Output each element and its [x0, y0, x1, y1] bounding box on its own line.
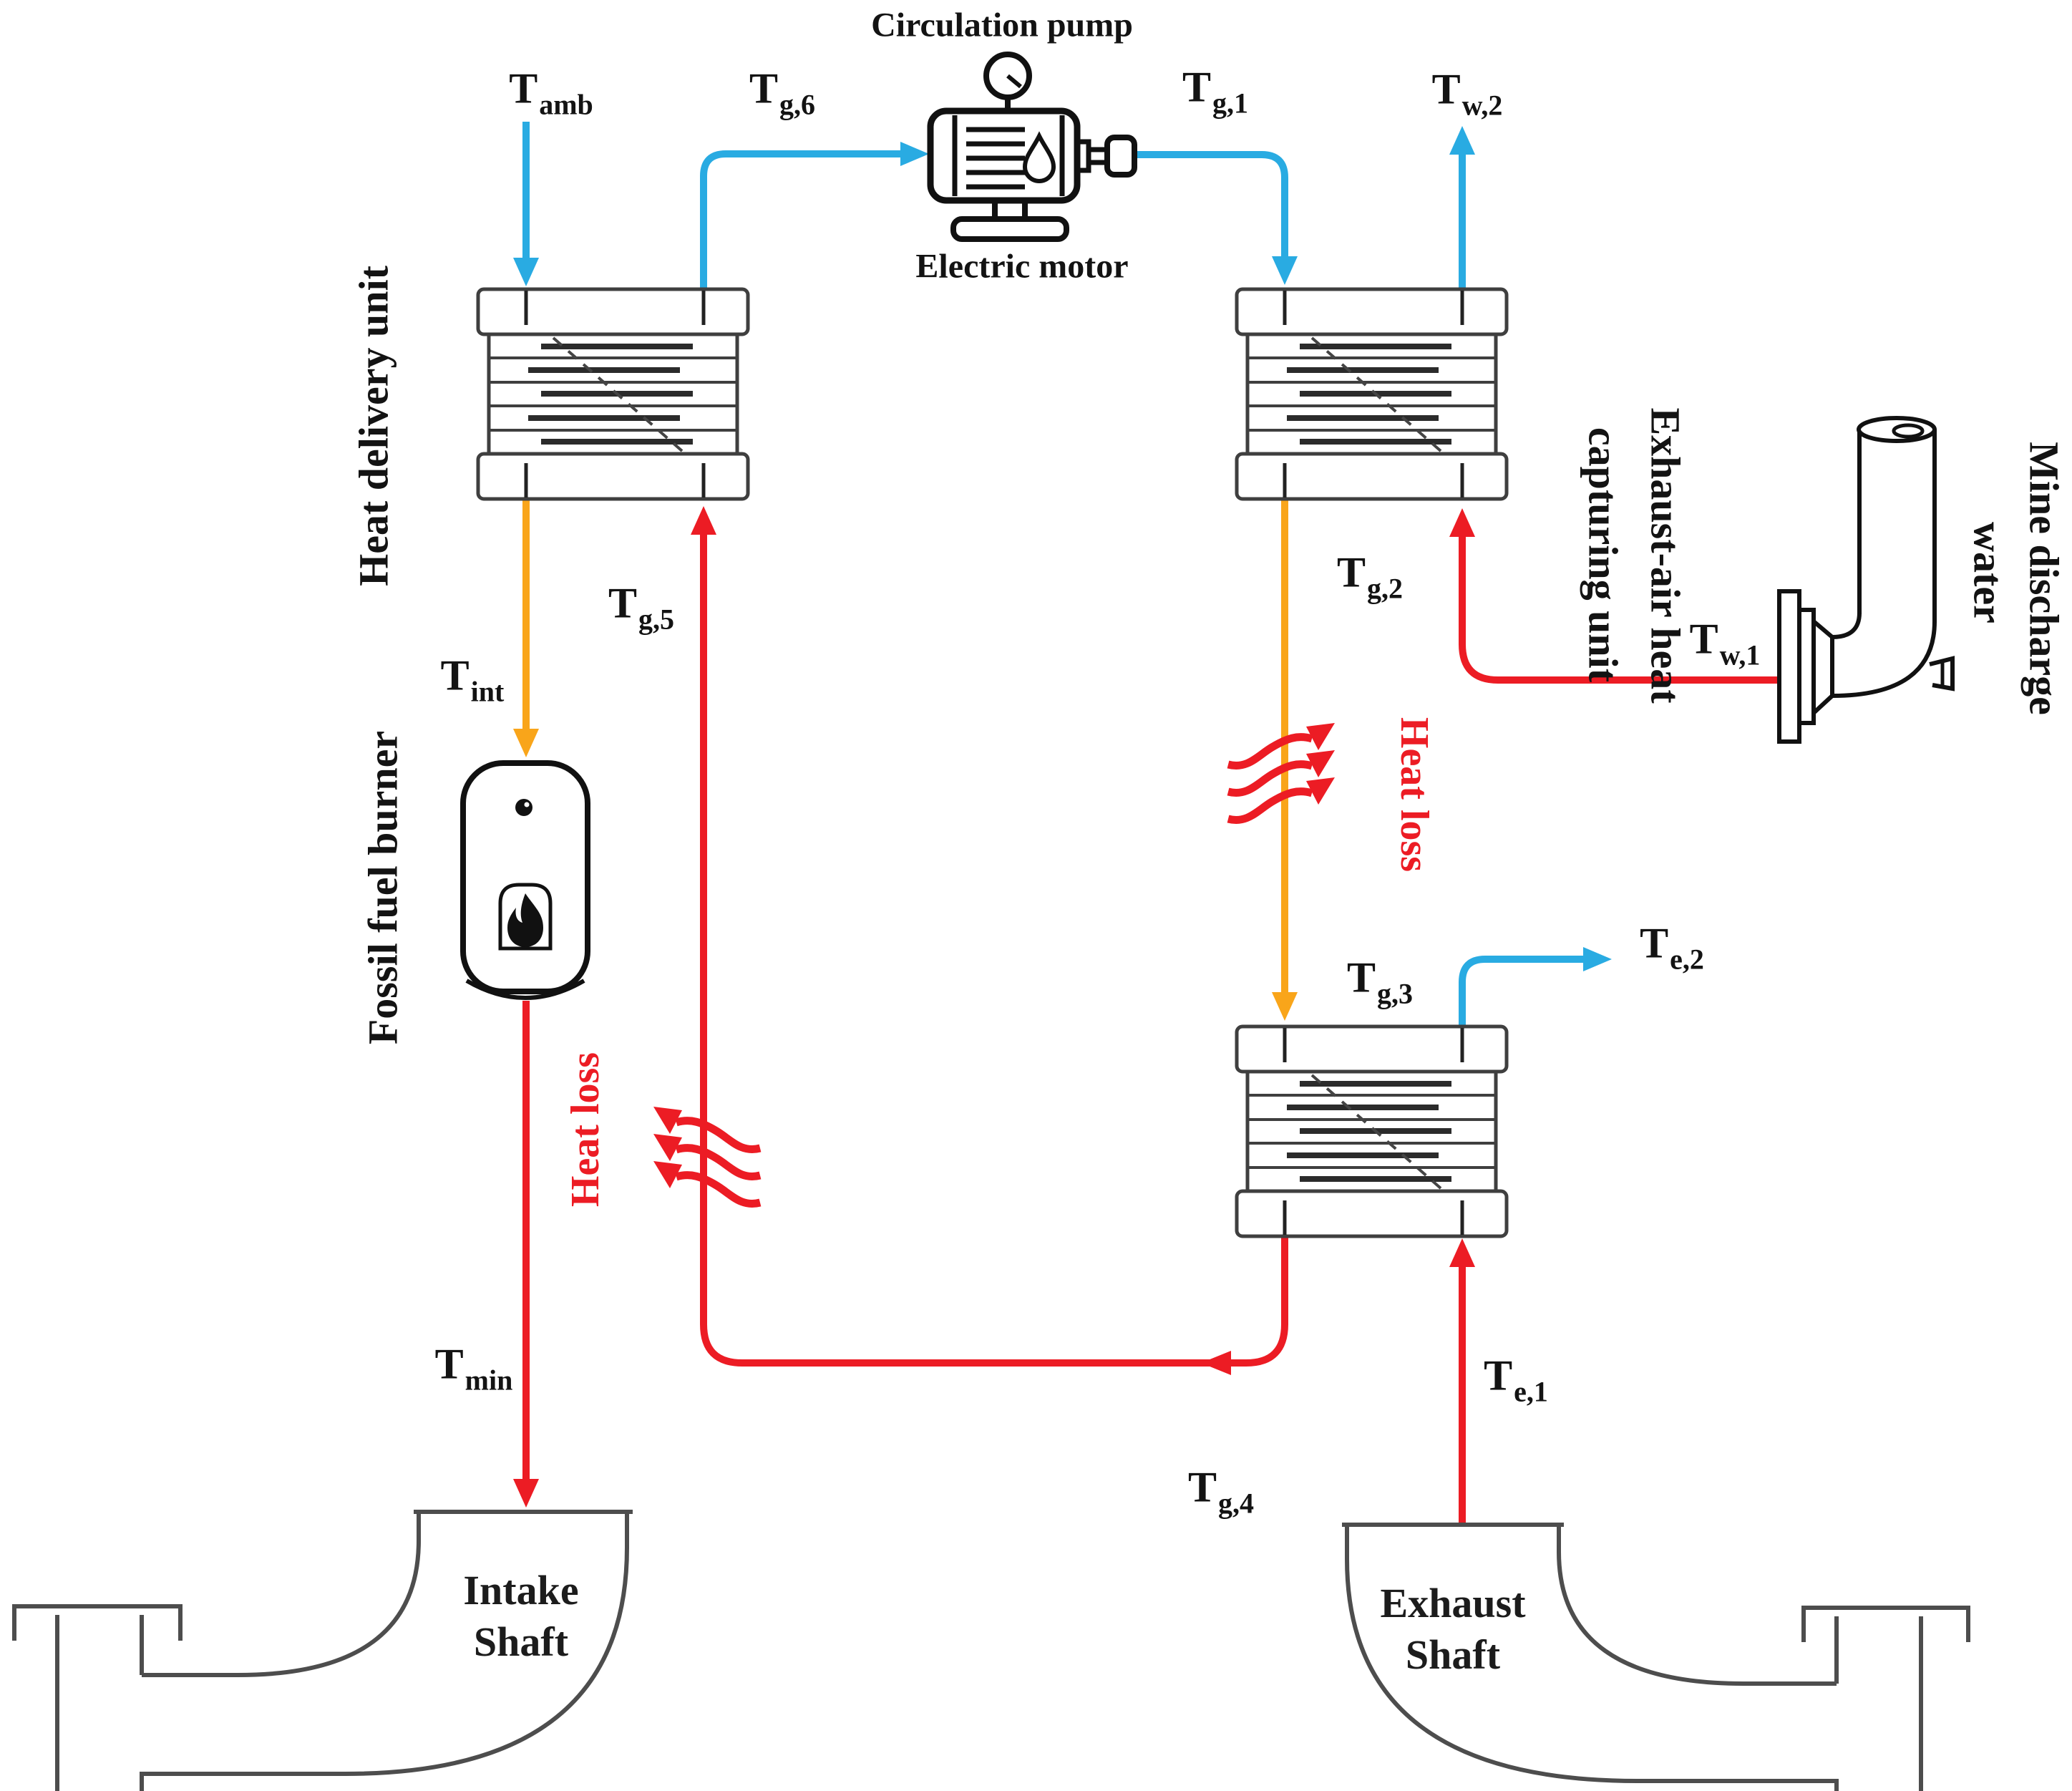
arrow-t-g3-down — [1272, 992, 1298, 1021]
arrow-t-w1-up — [1449, 508, 1475, 537]
arrow-t-g1-down — [1272, 256, 1298, 285]
t-min-label: $T_{min}$ — [434, 1340, 513, 1397]
circulation-pump-label: Circulation pump — [871, 6, 1133, 44]
t-w1-label: $T_{w,1}$ — [1689, 615, 1761, 671]
fossil-fuel-burner-label: Fossil fuel burner — [359, 730, 407, 1045]
exhaust-air-capturing-exchanger-icon — [1237, 289, 1507, 499]
line-t-g1 — [1134, 155, 1285, 258]
t-g4-label: $T_{g,4}$ — [1187, 1463, 1255, 1520]
hot-flow-arrowheads — [513, 506, 1475, 1508]
burner-body — [463, 763, 588, 991]
mine-discharge-water-label-line1: Mine discharge — [2020, 442, 2068, 715]
heat-loss-arrows-right — [1228, 737, 1312, 820]
pump-coupling — [1107, 137, 1134, 175]
arrow-t-amb-down — [513, 258, 539, 286]
pipe-flange-plate — [1779, 591, 1799, 742]
shaft-heat-exchanger-icon — [1237, 1026, 1507, 1236]
exhaust-pipe-cap — [1804, 1608, 1968, 1642]
t-e2-label: $T_{e,2}$ — [1640, 919, 1704, 976]
line-t-e2 — [1462, 959, 1585, 1026]
mine-discharge-pipe-icon — [1779, 418, 1952, 742]
arrow-t-e2-right — [1583, 947, 1612, 971]
exhaust-elbow-inner — [1559, 1525, 1837, 1684]
heat-loss-label-left: Heat loss — [563, 1052, 608, 1208]
t-g5-label: $T_{g,5}$ — [608, 579, 675, 636]
t-amb-label: $T_{amb}$ — [509, 64, 593, 121]
t-int-label: $T_{int}$ — [440, 651, 505, 708]
intake-elbow-inner — [142, 1512, 419, 1675]
warm-flow-lines — [526, 499, 1285, 994]
arrow-t-w2-up — [1449, 126, 1475, 155]
t-w2-label: $T_{w,2}$ — [1431, 65, 1503, 122]
burner-pilot-dot — [515, 799, 532, 816]
arrow-t-g4-left — [1201, 1351, 1231, 1375]
heat-loss-label-right: Heat loss — [1392, 717, 1436, 873]
pipe-elbow-inner — [1832, 613, 1859, 637]
pipe-cone — [1814, 621, 1832, 713]
line-t-g4-g5 — [704, 533, 1285, 1363]
t-g2-label: $T_{g,2}$ — [1336, 548, 1404, 605]
exhaust-shaft-label: Exhaust Shaft — [1380, 1580, 1526, 1678]
arrow-t-g6-right — [900, 142, 929, 166]
arrow-t-int-down — [513, 729, 539, 757]
line-t-g6 — [704, 154, 902, 289]
arrow-t-e1-up — [1449, 1238, 1475, 1267]
heat-delivery-unit-label: Heat delivery unit — [350, 266, 397, 586]
arrow-t-g5-up — [691, 506, 716, 535]
t-g6-label: $T_{g,6}$ — [749, 64, 816, 121]
fossil-fuel-burner-icon — [463, 763, 588, 998]
exhaust-air-heat-label-line2: capturing unit — [1580, 427, 1627, 683]
warm-flow-arrowheads — [513, 729, 1298, 1021]
t-g3-label: $T_{g,3}$ — [1346, 953, 1414, 1010]
heat-delivery-unit-exchanger-icon — [478, 289, 748, 499]
pipe-top-bore — [1894, 425, 1922, 437]
electric-motor-label: Electric motor — [915, 247, 1129, 286]
intake-shaft-label: Intake Shaft — [463, 1567, 579, 1665]
circulation-pump-icon — [930, 54, 1134, 239]
heat-loss-arrows-left — [676, 1121, 760, 1204]
arrow-t-min-down — [513, 1479, 539, 1508]
mine-discharge-water-label-line2: water — [1965, 522, 2012, 623]
t-e1-label: $T_{e,1}$ — [1484, 1351, 1548, 1408]
pump-base — [953, 219, 1066, 239]
t-g1-label: $T_{g,1}$ — [1182, 63, 1249, 120]
exhaust-air-heat-label-line1: Exhaust-air heat — [1642, 407, 1689, 704]
intake-pipe-cap — [14, 1606, 180, 1641]
